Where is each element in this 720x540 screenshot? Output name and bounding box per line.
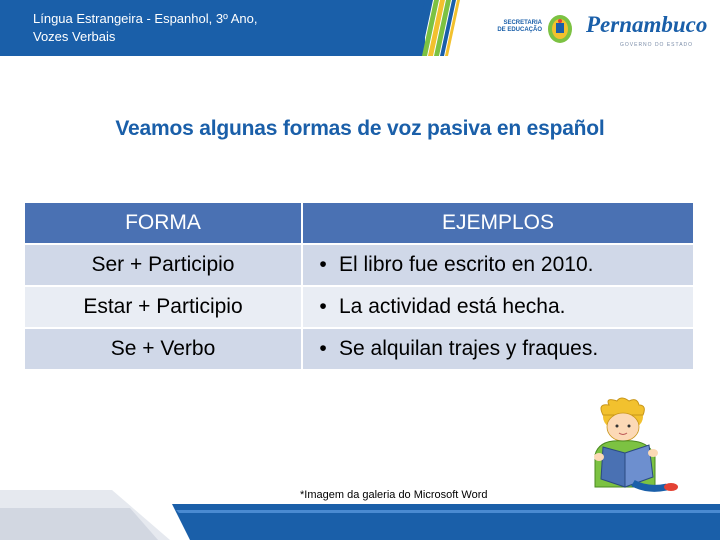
table-row	[25, 243, 693, 285]
decorative-stripes	[420, 0, 480, 56]
footer-decoration	[0, 490, 720, 540]
bullet: •	[319, 253, 327, 276]
pernambuco-coat-of-arms-icon	[547, 14, 573, 44]
secretaria-line-2: DE EDUCAÇÃO	[497, 27, 542, 33]
header-forma: FORMA	[25, 203, 301, 243]
voice-table	[25, 203, 693, 369]
secretaria-label	[492, 20, 542, 34]
brand-name: Pernambuco	[586, 12, 708, 37]
course-title	[33, 10, 413, 46]
ejemplo-cell	[303, 329, 693, 369]
header-bar	[0, 0, 720, 56]
table-row	[25, 285, 693, 327]
ejemplo-cell	[303, 287, 693, 327]
brand-tagline: GOVERNO DO ESTADO	[620, 42, 694, 48]
table-header-row	[25, 203, 693, 243]
ejemplo-text: El libro fue escrito en 2010.	[339, 253, 594, 276]
ejemplo-text: La actividad está hecha.	[339, 295, 566, 318]
bullet: •	[319, 337, 327, 360]
secretaria-line-1: SECRETARIA	[503, 20, 542, 26]
slide-title: Veamos algunas formas de voz pasiva en español	[115, 117, 605, 140]
course-title-line-2: Vozes Verbais	[33, 29, 116, 44]
forma-cell: Estar + Participio	[25, 287, 301, 327]
table-row	[25, 327, 693, 369]
header-ejemplos: EJEMPLOS	[303, 203, 693, 243]
forma-cell: Se + Verbo	[25, 329, 301, 369]
image-credit: *Imagem da galeria do Microsoft Word	[300, 489, 488, 501]
course-title-line-1: Língua Estrangeira - Espanhol, 3º Ano,	[33, 11, 258, 26]
ejemplo-cell	[303, 245, 693, 285]
ejemplo-text: Se alquilan trajes y fraques.	[339, 337, 599, 360]
forma-cell: Ser + Participio	[25, 245, 301, 285]
bullet: •	[319, 295, 327, 318]
secretaria-logo	[492, 12, 572, 46]
reading-child-illustration	[575, 395, 685, 495]
